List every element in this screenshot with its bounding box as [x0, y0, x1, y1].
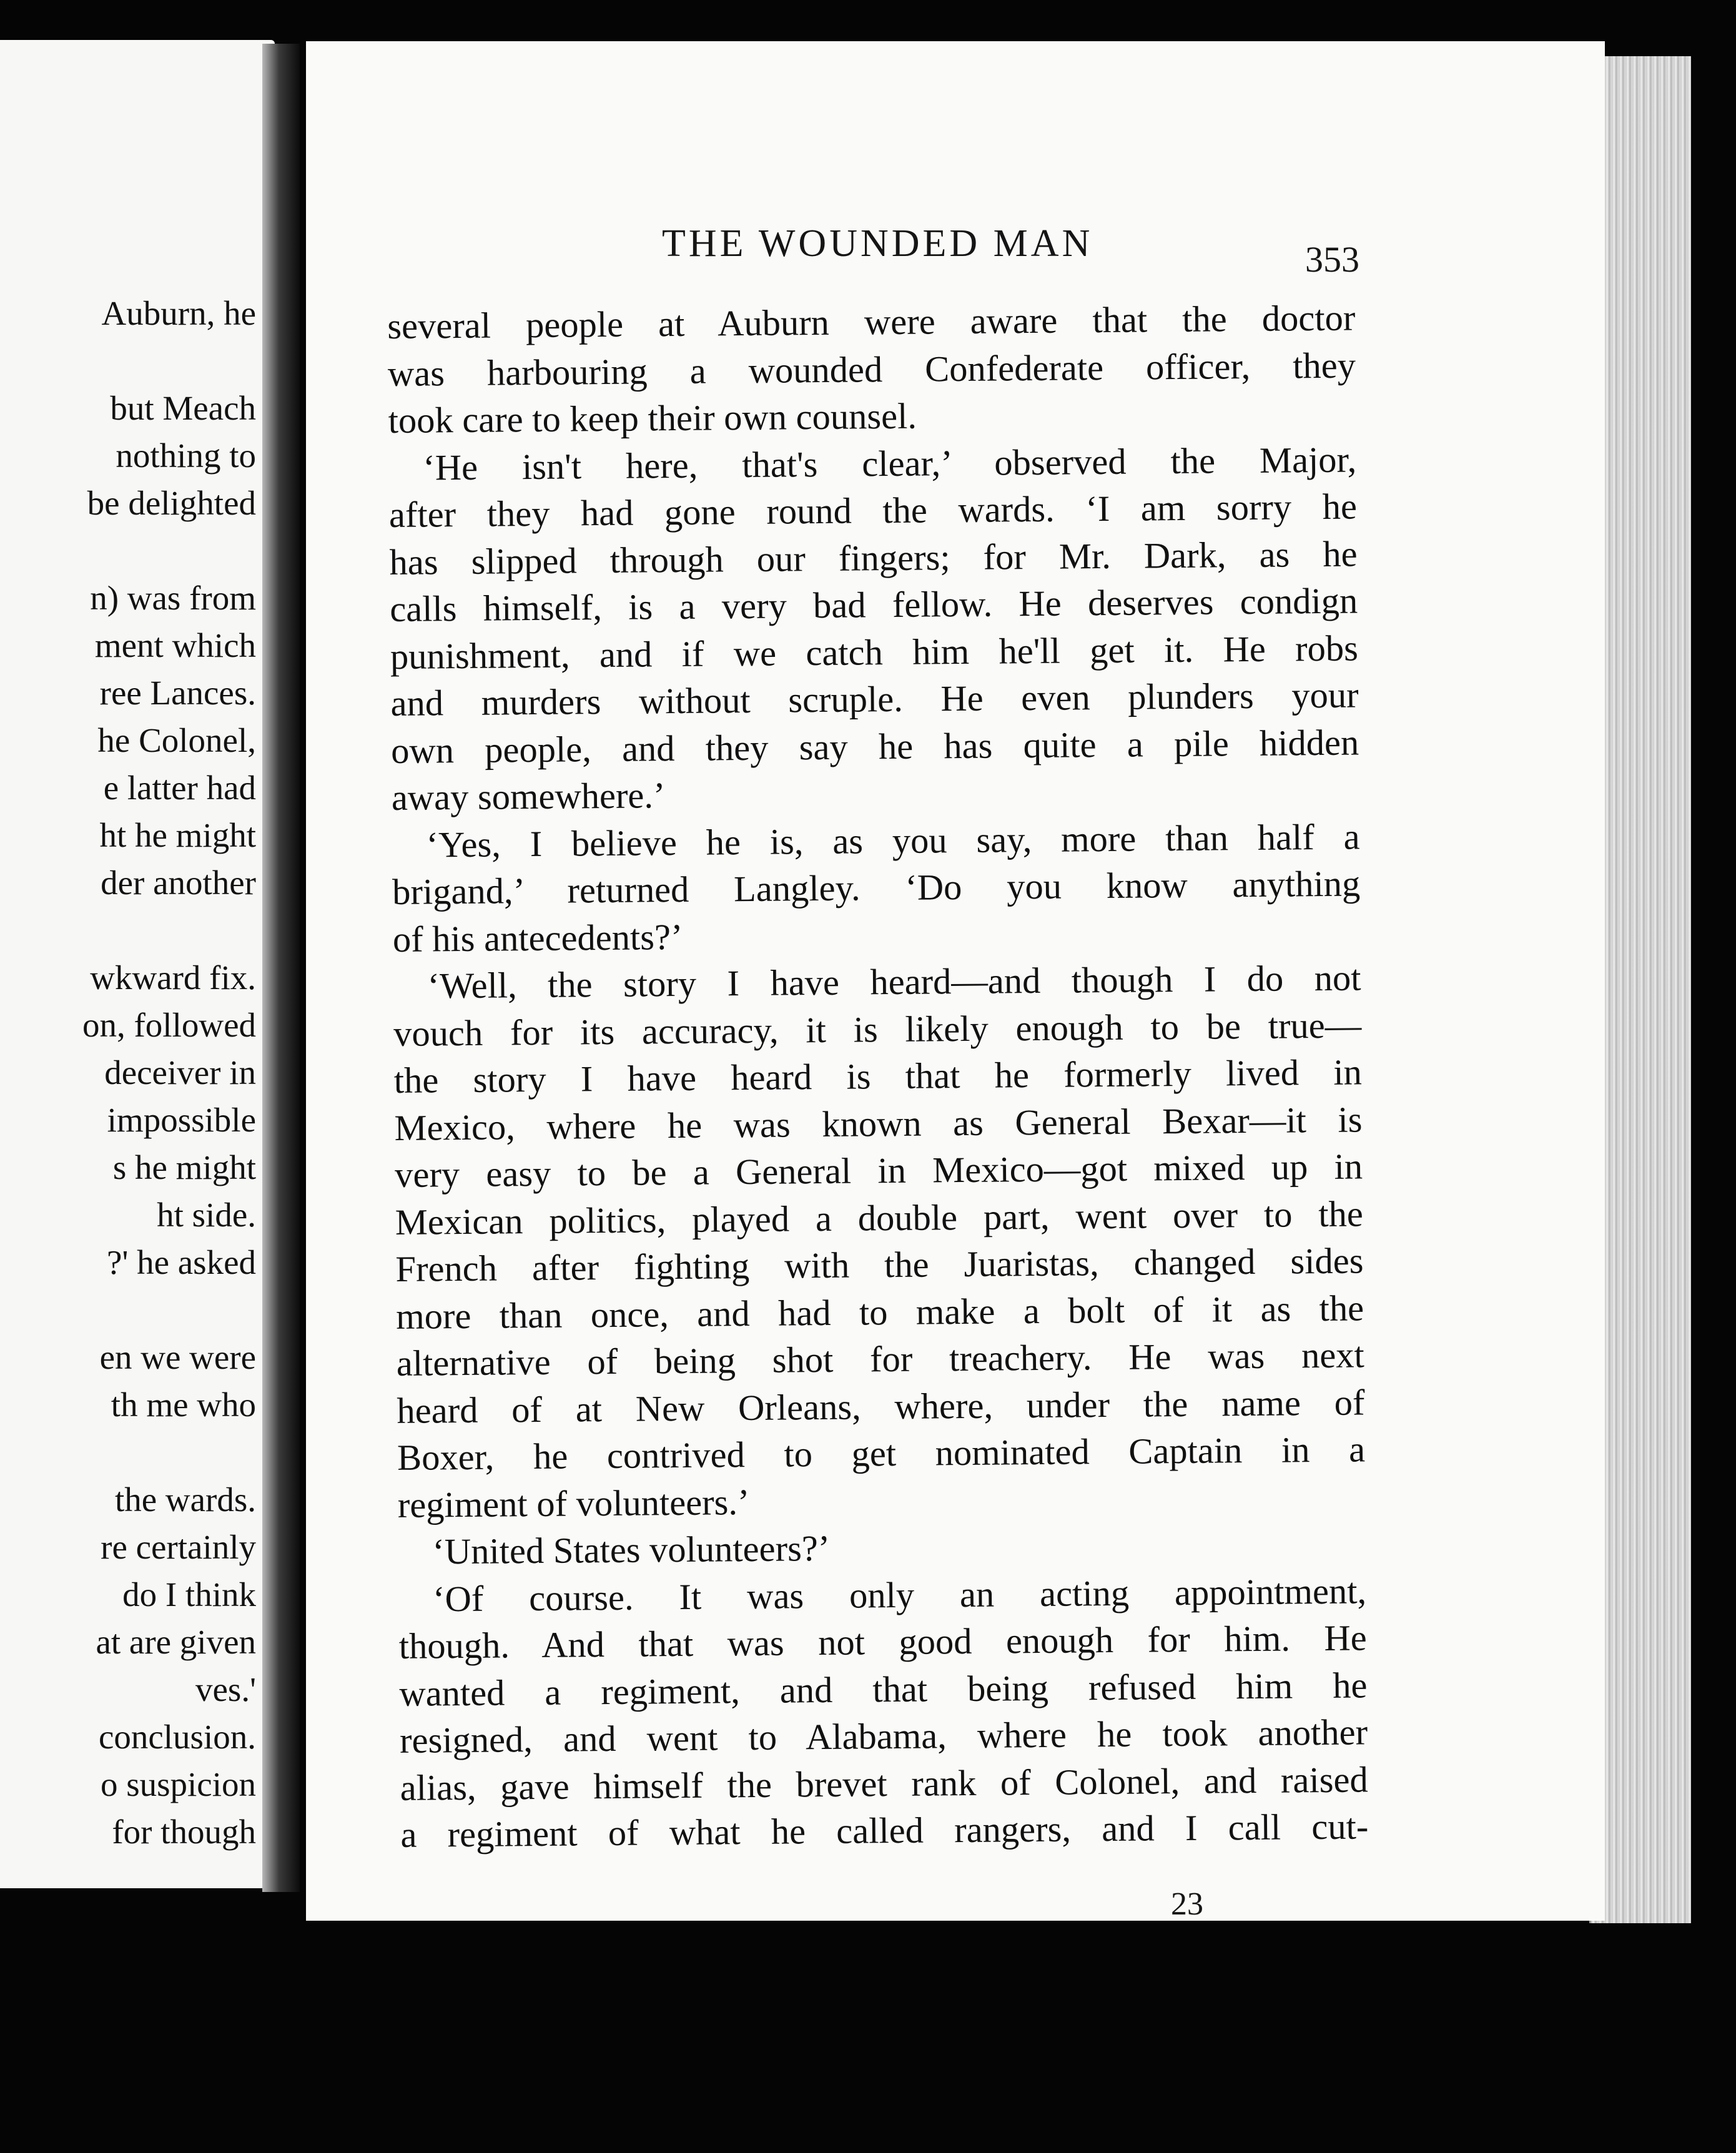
left-page-line: conclusion. [98, 1718, 256, 1756]
text-line: though. And that was not good enough for him. He [398, 1617, 1367, 1667]
left-page-line: on, followed [82, 1006, 256, 1044]
text-line: has slipped through our fingers; for Mr. Dark, as he [389, 533, 1358, 583]
left-page-line: ree Lances. [99, 674, 256, 712]
left-page-line: ?' he asked [107, 1243, 256, 1281]
text-line: wanted a regiment, and that being refused him he [399, 1664, 1368, 1714]
text-line: very easy to be a General in Mexico—got mixed up in [394, 1146, 1363, 1195]
text-line: Mexico, where he was known as General Bexar—it is [394, 1098, 1363, 1148]
text-line: away somewhere.’ [391, 775, 666, 818]
text-line: Boxer, he contrived to get nominated Captain in a [397, 1429, 1366, 1478]
text-line: resigned, and went to Alabama, where he took another [399, 1712, 1368, 1761]
left-page-line: ht he might [99, 816, 256, 854]
left-page-line: en we were [99, 1338, 256, 1376]
book-gutter [262, 44, 300, 1892]
text-line: took care to keep their own counsel. [388, 395, 917, 441]
left-page-line: be delighted [87, 484, 256, 522]
text-line: ‘He isn't here, that's clear,’ observed the Major, [423, 438, 1357, 488]
left-page [0, 40, 275, 1888]
signature-mark: 23 [1171, 1886, 1203, 1922]
text-line: several people at Auburn were aware that the doctor [387, 297, 1356, 347]
text-line: the story I have heard is that he formerly lived in [393, 1052, 1363, 1101]
text-line: heard of at New Orleans, where, under the name of [397, 1381, 1365, 1431]
text-line: French after fighting with the Juaristas, changed sides [395, 1240, 1364, 1289]
text-line: ‘Of course. It was only an acting appointment, [432, 1570, 1367, 1619]
left-page-line: do I think [122, 1575, 256, 1614]
text-line: brigand,’ returned Langley. ‘Do you know anything [392, 863, 1361, 912]
text-line: was harbouring a wounded Confederate officer, they [387, 344, 1356, 394]
text-line: alias, gave himself the brevet rank of Colonel, and raised [400, 1758, 1368, 1808]
left-page-line: ves.' [195, 1670, 256, 1708]
left-page-line: o suspicion [100, 1765, 256, 1803]
page-number: 353 [1305, 239, 1359, 280]
left-page-line: but Meach [110, 389, 256, 427]
left-page-line: ment which [94, 626, 256, 664]
text-line: more than once, and had to make a bolt of it as the [395, 1287, 1364, 1337]
text-line: after they had gone round the wards. ‘I am sorry he [388, 486, 1358, 535]
text-line: of his antecedents?’ [392, 916, 683, 960]
left-page-line: deceiver in [104, 1053, 256, 1091]
left-page-line: n) was from [90, 579, 256, 617]
left-page-line: e latter had [103, 769, 256, 807]
body-text [387, 294, 1369, 1858]
text-line: ‘United States volunteers?’ [432, 1527, 831, 1572]
text-line: a regiment of what he called rangers, and I call cut- [400, 1806, 1369, 1855]
left-page-line: Auburn, he [101, 294, 256, 332]
running-head: THE WOUNDED MAN [662, 222, 1093, 265]
text-line: alternative of being shot for treachery. He was next [396, 1334, 1365, 1384]
left-page-line: the wards. [114, 1480, 256, 1519]
text-line: own people, and they say he has quite a pile hidden [390, 721, 1359, 771]
left-page-line: ht side. [157, 1196, 256, 1234]
left-page-line: at are given [96, 1623, 256, 1661]
text-line: vouch for its accuracy, it is likely enough to be true— [393, 1004, 1362, 1054]
text-line: calls himself, is a very bad fellow. He deserves condign [389, 580, 1358, 629]
left-page-line: impossible [107, 1101, 256, 1139]
left-page-line: for though [112, 1813, 256, 1851]
text-line: punishment, and if we catch him he'll get it. He robs [390, 627, 1359, 677]
text-line: and murders without scruple. He even plunders your [390, 674, 1359, 724]
left-page-line: th me who [111, 1386, 256, 1424]
left-page-line: re certainly [101, 1528, 256, 1566]
text-line: ‘Yes, I believe he is, as you say, more than half a [426, 815, 1360, 865]
left-page-line: s he might [112, 1148, 256, 1186]
text-line: Mexican politics, played a double part, went over to the [395, 1193, 1364, 1243]
left-page-line: he Colonel, [97, 721, 256, 759]
text-line: regiment of volunteers.’ [397, 1481, 750, 1525]
text-line: ‘Well, the story I have heard—and though I do not [427, 957, 1361, 1007]
left-page-line: nothing to [116, 436, 256, 475]
left-page-line: der another [101, 864, 256, 902]
left-page-line: wkward fix. [90, 958, 256, 997]
